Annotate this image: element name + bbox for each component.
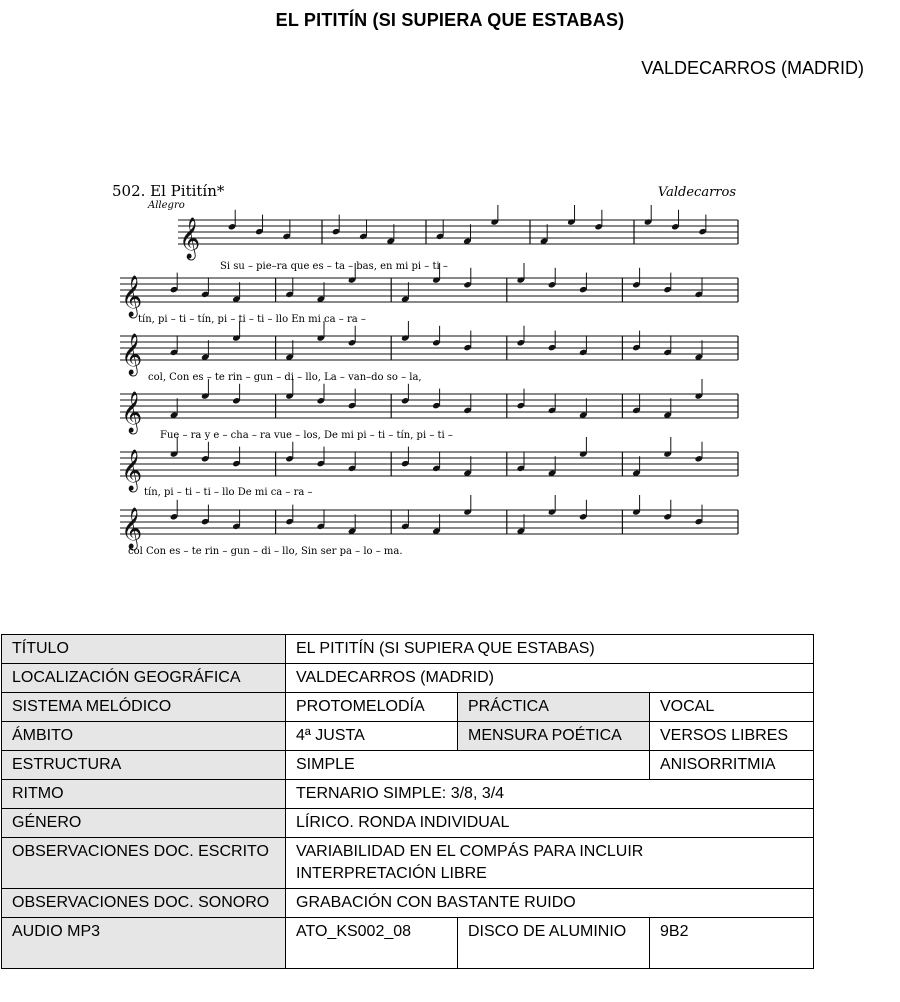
obs-sonoro-value: GRABACIÓN CON BASTANTE RUIDO <box>286 889 814 918</box>
table-row <box>2 889 814 918</box>
music-score-image <box>108 170 748 570</box>
obs-escrito-value: VARIABILIDAD EN EL COMPÁS PARA INCLUIR INTERPRETACIÓN LIBRE <box>286 838 814 889</box>
score-tempo: Allegro <box>148 200 185 211</box>
lyric-line-2: tín, pi – ti – tín, pi – ti – ti – llo En mi ca – ra – <box>138 314 366 325</box>
metadata-table <box>1 634 814 969</box>
lyric-line-4: Fue – ra y e – cha – ra vue – los, De mi pi – ti – tín, pi – ti – <box>160 430 453 441</box>
table-row <box>2 838 814 889</box>
ritmo-label: RITMO <box>2 780 286 809</box>
treble-clef-icon: 𝄞 <box>121 392 143 433</box>
localizacion-label: LOCALIZACIÓN GEOGRÁFICA <box>2 664 286 693</box>
ambito-value: 4ª JUSTA <box>286 722 458 751</box>
score-place: Valdecarros <box>657 185 736 200</box>
table-row <box>2 664 814 693</box>
practica-value: VOCAL <box>650 693 814 722</box>
audio-label: AUDIO MP3 <box>2 918 286 969</box>
mensura-label: MENSURA POÉTICA <box>458 722 650 751</box>
lyric-line-6: col Con es – te rin – gun – di – llo, Sin ser pa – lo – ma. <box>128 546 403 557</box>
lyric-line-3: col, Con es – te rin – gun – di – llo, La – van–do so – la, <box>148 372 422 383</box>
treble-clef-icon: 𝄞 <box>121 334 143 375</box>
soporte-label: DISCO DE ALUMINIO <box>458 918 650 969</box>
treble-clef-icon: 𝄞 <box>121 450 143 491</box>
soporte-value: 9B2 <box>650 918 814 969</box>
obs-sonoro-label: OBSERVACIONES DOC. SONORO <box>2 889 286 918</box>
table-row <box>2 780 814 809</box>
treble-clef-icon: 𝄞 <box>121 508 143 549</box>
table-row <box>2 918 814 969</box>
titulo-label: TÍTULO <box>2 635 286 664</box>
anisorritmia-value: ANISORRITMIA <box>650 751 814 780</box>
table-row <box>2 693 814 722</box>
practica-label: PRÁCTICA <box>458 693 650 722</box>
ambito-label: ÁMBITO <box>2 722 286 751</box>
lyric-line-5: tín, pi – ti – ti – llo De mi ca – ra – <box>144 487 313 498</box>
localizacion-value: VALDECARROS (MADRID) <box>286 664 814 693</box>
audio-value: ATO_KS002_08 <box>286 918 458 969</box>
ritmo-value: TERNARIO SIMPLE: 3/8, 3/4 <box>286 780 814 809</box>
table-row <box>2 722 814 751</box>
table-row <box>2 809 814 838</box>
genero-value: LÍRICO. RONDA INDIVIDUAL <box>286 809 814 838</box>
location-heading: VALDECARROS (MADRID) <box>641 58 864 78</box>
estructura-value: SIMPLE <box>286 751 650 780</box>
lyric-line-1: Si su – pie–ra que es – ta – bas, en mi pi – ti – <box>220 261 448 272</box>
treble-clef-icon: 𝄞 <box>179 218 201 259</box>
mensura-value: VERSOS LIBRES <box>650 722 814 751</box>
document-title: EL PITITÍN (SI SUPIERA QUE ESTABAS) <box>275 10 625 30</box>
estructura-label: ESTRUCTURA <box>2 751 286 780</box>
sistema-label: SISTEMA MELÓDICO <box>2 693 286 722</box>
genero-label: GÉNERO <box>2 809 286 838</box>
sistema-value: PROTOMELODÍA <box>286 693 458 722</box>
titulo-value: EL PITITÍN (SI SUPIERA QUE ESTABAS) <box>286 635 814 664</box>
table-row <box>2 635 814 664</box>
score-heading: 502. El Pititín* <box>112 182 225 200</box>
table-row <box>2 751 814 780</box>
treble-clef-icon: 𝄞 <box>121 276 143 317</box>
obs-escrito-label: OBSERVACIONES DOC. ESCRITO <box>2 838 286 889</box>
